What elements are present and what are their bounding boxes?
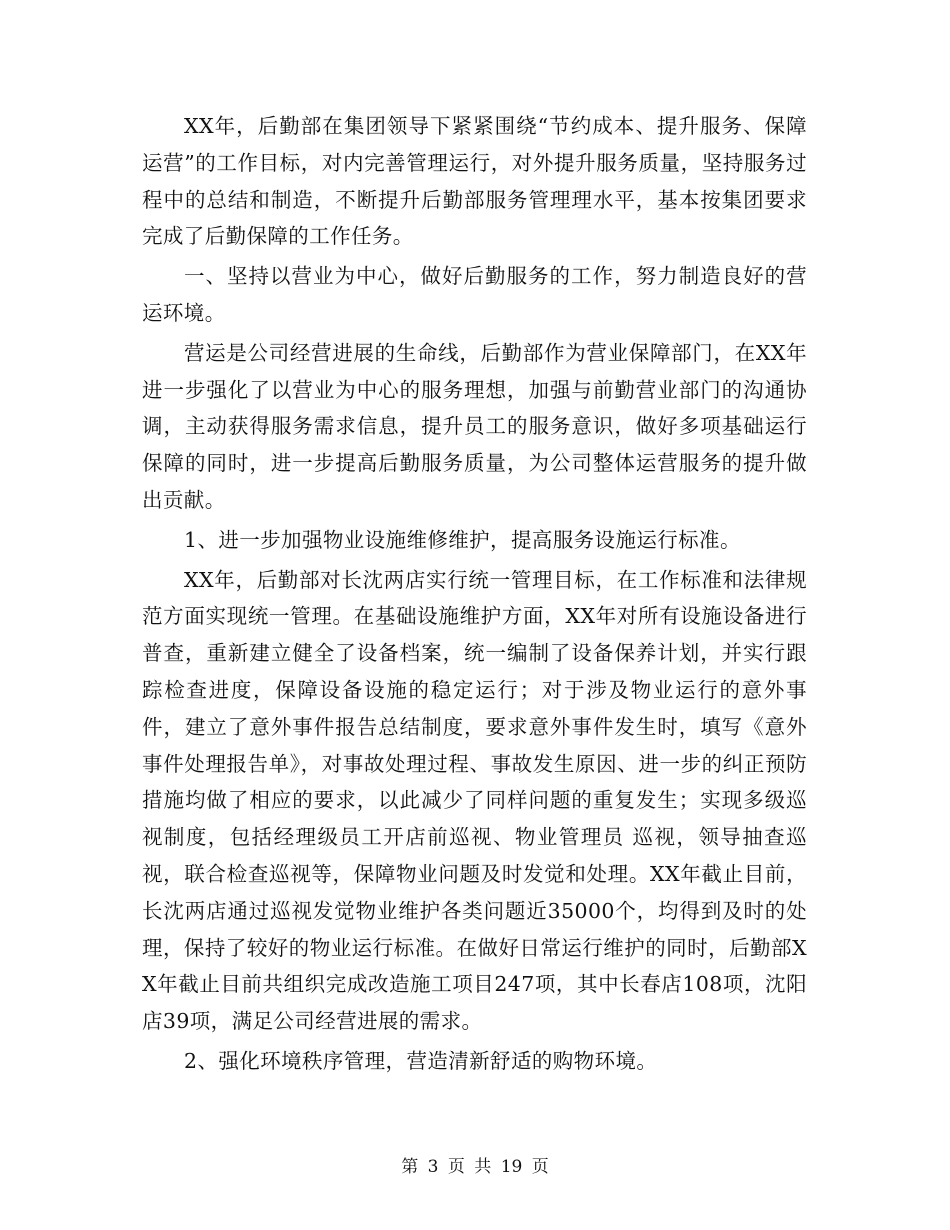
subheading-2: 2、强化环境秩序管理，营造清新舒适的购物环境。: [184, 1048, 658, 1073]
page-footer: 第 3 页 共 19 页: [401, 1157, 549, 1177]
paragraph-facilities: XX年，后勤部对长沈两店实行统一管理目标，在工作标准和法律规范方面实现统一管理。在基础设施维护方面，XX年对所有设施设备进行普查，重新建立健全了设备档案，统一编制了设备保养计划，并实行跟踪检查进度，保障设备设施的稳定运行；对于涉及物业运行的意外事件，建立了意外事件报告总结制度，要求意外事件发生时，填写《意外事件处理报告单》，对事故处理过程、事故发生原因、进一步的纠正预防措施均做了相应的要求，以此减少了同样问题的重复发生；实现多级巡视制度，包括经理级员工开店前巡视、物业管理员 巡视，领导抽查巡视，联合检查巡视等，保障物业问题及时发觉和处理。XX年截止目前，长沈两店通过巡视发觉物业维护各类问题近35000个，均得到及时的处理，保持了较好的物业运行标准。在做好日常运行维护的同时，后勤部XX年截止目前共组织完成改造施工项目247项，其中长春店108项，沈阳店39项，满足公司经营进展的需求。: [142, 567, 807, 1034]
paragraph-operations: 营运是公司经营进展的生命线，后勤部作为营业保障部门，在XX年进一步强化了以营业为中心的服务理想，加强与前勤营业部门的沟通协调，主动获得服务需求信息，提升员工的服务意识，做好多项基础运行保障的同时，进一步提高后勤服务质量，为公司整体运营服务的提升做出贡献。: [142, 340, 807, 512]
subheading-1: 1、进一步加强物业设施维修维护，提高服务设施运行标准。: [184, 527, 741, 552]
paragraph-intro: XX年，后勤部在集团领导下紧紧围绕“节约成本、提升服务、保障运营”的工作目标，对内完善管理运行，对外提升服务质量，坚持服务过程中的总结和制造，不断提升后勤部服务管理理水平，基本按集团要求完成了后勤保障的工作任务。: [142, 114, 807, 249]
document-body: [142, 108, 807, 1083]
section-heading-1: 一、坚持以营业为中心，做好后勤服务的工作，努力制造良好的营运环境。: [142, 264, 807, 325]
